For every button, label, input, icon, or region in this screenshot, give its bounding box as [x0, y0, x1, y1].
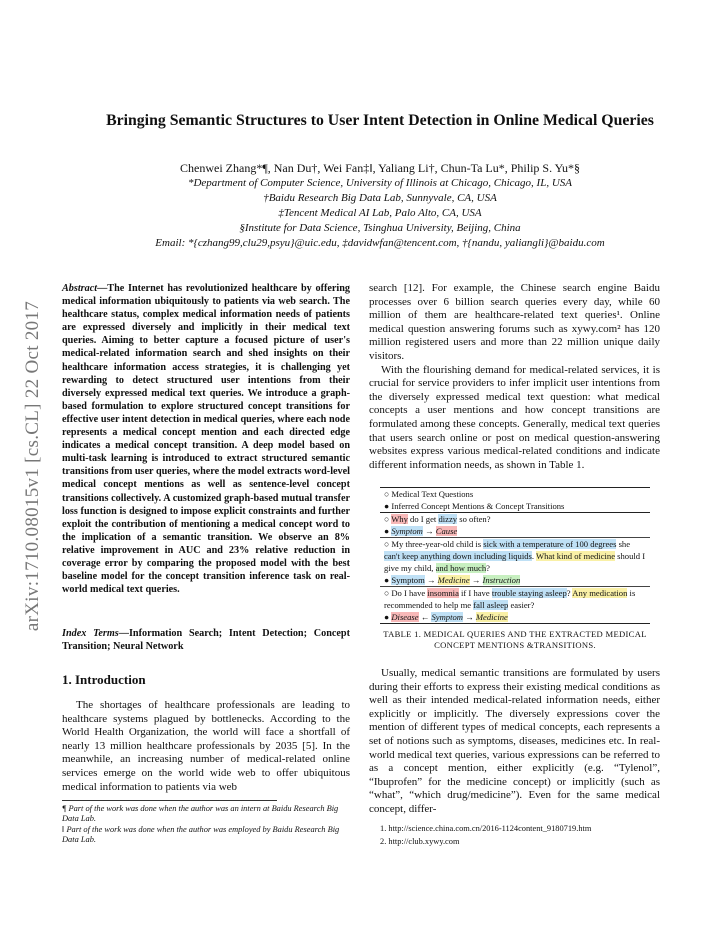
author-emails: Email: *{czhang99,clu29,psyu}@uic.edu, ‡davidwfan@tencent.com, †{nandu, yaliangli}@baidu.com	[155, 237, 605, 249]
mention-cause: Why	[391, 514, 408, 524]
plain-text: easier?	[508, 600, 535, 610]
footnotes-right	[380, 822, 660, 848]
concept-medicine: Medicine	[437, 575, 470, 585]
table-row-1-question: ○ Why do I get dizzy so often?	[384, 514, 491, 524]
abstract-text: —The Internet has revolutionized healthcare by offering medical information ubiquitously to patients via web search. The healthcare status, complex medical information needs of patients are expressed diversely and implicitly in their medical text queries. Aiming to better capture a focused picture of user's medical-related information search and shed insights on their healthcare information access strategies, it is challenging yet rewarding to detect structured user intentions from their diversely expressed medical text queries. We introduce a graph-based formulation to explore structured concept transitions for effective user intent detection in medical queries, where each node represents a medical concept mention and each directed edge indicates a medical concept transition. A deep model based on multi-task learning is introduced to extract structured semantic transitions from user queries, where the model extracts word-level medical concept mentions as well as sentence-level concept transitions collectively. A customized graph-based mutual transfer loss function is designed to impose explicit constraints and further exploit the contribution of mentioning a medical concept word to the implication of a semantic transition. We observe an 8% relative improvement in AUC and 23% relative reduction in coverage error by comparing the proposed model with the best baseline model for the concept transition inference task on real-world medical text queries.	[62, 283, 350, 596]
plain-text: if I have	[458, 588, 492, 598]
concept-symptom: Symptom	[431, 612, 463, 622]
paragraph-semantic-transitions: Usually, medical semantic transitions are formulated by users during their efforts to express their existing medical conditions as well as their intended medical-related information needs, either explicitly or implicitly. The diversely expressions cover the mention of different types of medical concepts, each represents a set of notions such as symptoms, diseases, medicines etc. In real-world medical text queries, various expressions can be referred to as a concept mention, either explicitly (e.g. “Tylenol”, “Ibuprofen” for the medicine concept) or implicitly (such as “what”, “which drug/medicine”). Even for the same medical concept, differ-	[369, 667, 660, 815]
affiliation-uic: *Department of Computer Science, University of Illinois at Chicago, Chicago, IL, USA	[187, 177, 573, 189]
paper-title: Bringing Semantic Structures to User Intent Detection in Online Medical Queries	[106, 112, 654, 129]
concept-symptom: Symptom	[391, 526, 423, 536]
concept-instruction: Instruction	[482, 575, 521, 585]
author-block	[60, 161, 700, 251]
table-row-2-concepts: ● Symptom → Medicine → Instruction	[384, 575, 521, 585]
footnote-url-1: 1. http://science.china.com.cn/2016-1124content_9180719.htm	[380, 824, 592, 833]
author-list: Chenwei Zhang*¶, Nan Du†, Wei Fan‡‖, Yaliang Li†, Chun-Ta Lu*, Philip S. Yu*§	[180, 161, 580, 175]
table-header-concepts: ● Inferred Concept Mentions & Concept Transitions	[384, 501, 565, 511]
paragraph-demand: With the flourishing demand for medical-related services, it is crucial for service providers to infer implicit user intentions from the diversely expressed medical text question: what medical concepts a user mentions and how concept transitions are formulated among these concepts. Generally, medical text queries that users search online or post on medical question-answering websites express various medical-related conditions and indicate different information needs, as shown in Table 1.	[369, 363, 660, 471]
table-1	[380, 487, 650, 624]
mention-medicine: What kind of medicine	[536, 551, 616, 561]
introduction-paragraph: The shortages of healthcare professionals are leading to healthcare systems plagued by bottlenecks. According to the World Health Organization, the world will face a shortfall of nearly 13 million healthcare professionals by 2035 [5]. In the meanwhile, an increasing number of medical-related online services emerge on the world wide web to offer ubiquitous medical information to patients via web	[62, 699, 350, 793]
concept-cause: Cause	[435, 526, 458, 536]
right-column-top	[369, 282, 660, 472]
affiliation-tencent: ‡Tencent Medical AI Lab, Palo Alto, CA, USA	[278, 207, 482, 219]
table-row-3-concepts: ● Disease ← Symptom → Medicine	[384, 612, 508, 622]
abstract	[62, 282, 350, 596]
plain-text: ?	[566, 588, 573, 598]
plain-text: ?	[486, 563, 490, 573]
table-row-1-concepts: ● Symptom → Cause	[384, 526, 458, 536]
footnote-rule	[62, 800, 277, 801]
plain-text: is recommended to help me	[384, 588, 636, 610]
plain-text: ○ Do I have	[384, 588, 428, 598]
affiliation-tsinghua: §Institute for Data Science, Tsinghua University, Beijing, China	[239, 222, 521, 234]
mention-symptom: trouble staying asleep	[491, 588, 567, 598]
table-header-questions: ○ Medical Text Questions	[384, 489, 474, 499]
mention-symptom: dizzy	[438, 514, 458, 524]
concept-symptom: Symptom	[391, 575, 425, 585]
table-caption: TABLE 1. MEDICAL QUERIES AND THE EXTRACTED MEDICAL CONCEPT MENTIONS &TRANSITIONS.	[383, 629, 647, 650]
plain-text: do I get	[407, 514, 439, 524]
arrow-right: →	[422, 526, 436, 536]
table-bottom-rule	[380, 623, 650, 624]
mention-instruction: and how much	[435, 563, 487, 573]
concept-medicine: Medicine	[475, 612, 508, 622]
mention-symptom: fall asleep	[473, 600, 509, 610]
mention-medicine: Any medication	[572, 588, 628, 598]
footnote-intern: ¶ Part of the work was done when the author was an intern at Baidu Research Big Data Lab.	[62, 804, 339, 824]
mention-disease: insomnia	[427, 588, 459, 598]
plain-text: ○ My three-year-old child is	[384, 539, 484, 549]
plain-text: .	[531, 551, 537, 561]
arxiv-sidebar-stamp	[18, 256, 48, 676]
plain-text: so often?	[457, 514, 491, 524]
paragraph-search-volume: search [12]. For example, the Chinese search engine Baidu processes over 6 billion search queries every day, while 60 million of them are healthcare-related text queries¹. Online medical question answering forums such as xywy.com² has 120 million registered users and more than 22 million unique daily visitors.	[369, 282, 660, 362]
table-row-3-question	[380, 587, 650, 611]
abstract-label: Abstract	[62, 283, 98, 294]
affiliation-baidu: †Baidu Research Big Data Lab, Sunnyvale, CA, USA	[263, 192, 497, 204]
index-terms-text: —Information Search; Intent Detection; Concept Transition; Neural Network	[62, 628, 350, 653]
index-terms-label: Index Terms	[62, 628, 119, 639]
concept-disease: Disease	[391, 612, 419, 622]
section-heading-introduction: 1. Introduction	[62, 672, 146, 687]
footnote-employed: ‖ Part of the work was done when the author was employed by Baidu Research Big Data Lab.	[62, 824, 340, 845]
arxiv-identifier: arXiv:1710.08015v1 [cs.CL] 22 Oct 2017	[22, 300, 43, 632]
plain-text: should I give my child,	[384, 551, 646, 573]
index-terms	[62, 627, 350, 653]
mention-symptom: sick with a temperature of 100 degrees	[483, 539, 617, 549]
mention-symptom: can't keep anything down including liquids	[384, 551, 532, 561]
footnote-url-2: 2. http://club.xywy.com	[380, 837, 460, 846]
plain-text: she	[616, 539, 631, 549]
footnotes-left	[62, 804, 350, 846]
table-row-2-question	[380, 538, 650, 574]
